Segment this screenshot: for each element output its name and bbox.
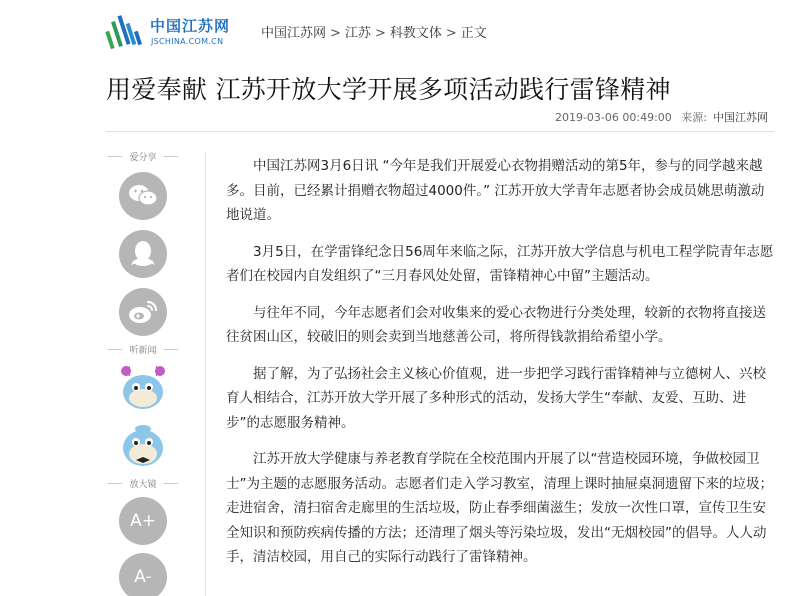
wechat-icon — [128, 183, 158, 209]
mascot-boy-icon — [116, 420, 170, 470]
breadcrumb-home[interactable]: 中国江苏网 — [261, 26, 327, 41]
source-link[interactable]: 中国江苏网 — [713, 111, 768, 124]
mascot-girl-icon — [116, 362, 170, 412]
weibo-icon — [128, 299, 158, 325]
sidebar-divider — [205, 152, 206, 596]
article-meta — [555, 109, 768, 125]
publish-datetime: 2019-03-06 00:49:00 — [554, 111, 672, 124]
site-header — [0, 0, 798, 60]
logo-mark-icon — [104, 9, 148, 53]
source-label: 来源: — [681, 111, 707, 124]
zoom-label: 放大镜 — [106, 477, 180, 490]
share-label: 爱分享 — [106, 150, 180, 163]
zoom-in-icon: A+ — [130, 511, 156, 531]
breadcrumb-separator: > — [330, 26, 341, 41]
weibo-share-button[interactable] — [119, 288, 167, 336]
zoom-in-button[interactable] — [119, 497, 167, 545]
article-title: 用爱奉献 江苏开放大学开展多项活动践行雷锋精神 — [106, 75, 671, 104]
wechat-share-button[interactable] — [119, 172, 167, 220]
article-paragraph: 中国江苏网3月6日讯 “今年是我们开展爱心衣物捐赠活动的第5年，参与的同学越来越多。目前，已经累计捐赠衣物超过4000件。” 江苏开放大学青年志愿者协会成员姚思萌激动地说道。 — [226, 158, 765, 223]
logo-text: 中国江苏网 — [150, 17, 231, 35]
qq-icon — [131, 240, 155, 268]
article-paragraph: 与往年不同，今年志愿者们会对收集来的爱心衣物进行分类处理，较新的衣物将直接送往贫困山区，较破旧的则会卖到当地慈善公司，将所得钱款捐给希望小学。 — [226, 304, 766, 345]
breadcrumb-jiangsu[interactable]: 江苏 — [344, 26, 371, 41]
article-body — [226, 154, 774, 582]
breadcrumb — [261, 22, 487, 41]
listen-mascot-boy-button[interactable] — [116, 420, 170, 470]
zoom-out-button[interactable] — [119, 553, 167, 596]
qq-share-button[interactable] — [119, 230, 167, 278]
zoom-out-icon: A- — [134, 567, 152, 587]
site-logo[interactable] — [104, 9, 232, 53]
breadcrumb-separator: > — [374, 26, 386, 41]
breadcrumb-separator: > — [445, 26, 457, 41]
article-paragraph: 3月5日，在学雷锋纪念日56周年来临之际，江苏开放大学信息与机电工程学院青年志愿者们在校园内自发组织了“三月春风处处留，雷锋精神心中留”主题活动。 — [226, 243, 774, 284]
breadcrumb-section[interactable]: 科教文体 — [389, 26, 442, 41]
listen-label: 听新闻 — [106, 343, 180, 356]
article-paragraph: 据了解，为了弘扬社会主义核心价值观，进一步把学习践行雷锋精神与立德树人、兴校育人相结合，江苏开放大学开展了多种形式的活动，发扬大学生“奉献、友爱、互助、进步”的志愿服务精神。 — [226, 365, 766, 431]
breadcrumb-current: 正文 — [460, 26, 487, 41]
listen-mascot-girl-button[interactable] — [116, 362, 170, 412]
title-divider — [106, 131, 774, 132]
article-paragraph: 江苏开放大学健康与养老教育学院在全校范围内开展了以“营造校园环境，争做校园卫士”为主题的志愿服务活动。志愿者们走入学习教室，清理上课时抽屉桌洞遗留下来的垃圾；走进宿舍，清扫宿舍走廊里的生活垃圾，防止春季细菌滋生；发放一次性口罩，宣传卫生安全知识和预防疾病传播的方法；还清理了烟头等污染垃圾，发出“无烟校园”的倡导。人人动手，清洁校园，用自己的实际行动践行了雷锋精神。 — [226, 451, 773, 565]
logo-domain: JSCHINA.COM.CN — [151, 37, 224, 46]
